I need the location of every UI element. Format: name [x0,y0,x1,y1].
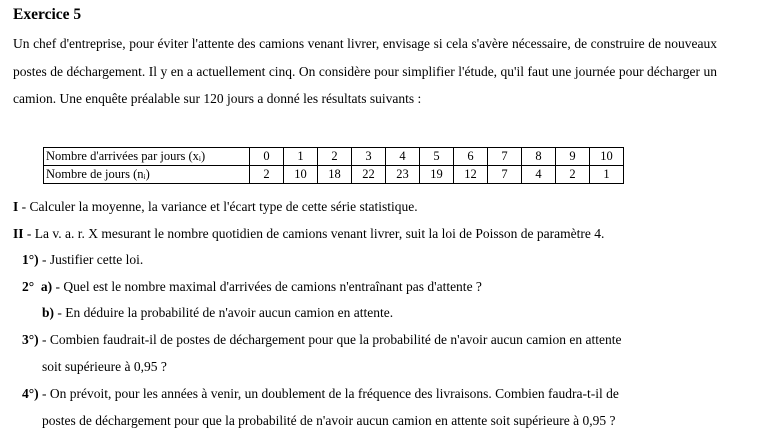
n-value-cell: 22 [352,166,386,184]
subquestion-label: 4°) [22,386,39,401]
subquestion-4 [22,385,619,403]
row-header-arrivals: Nombre d'arrivées par jours (xᵢ) [44,148,250,166]
exercise-title: Exercice 5 [13,6,82,23]
x-value-cell: 8 [522,148,556,166]
question-text: - Calculer la moyenne, la variance et l'écart type de cette série statistique. [18,199,418,214]
subquestion-text: - En déduire la probabilité de n'avoir aucun camion en attente. [54,305,394,320]
subquestion-label: 2° a) [22,279,53,294]
subquestion-2b [42,304,393,322]
subquestion-label: 1°) [22,252,39,267]
subquestion-3-continuation: soit supérieure à 0,95 ? [42,359,167,374]
x-value-cell: 7 [488,148,522,166]
n-value-cell: 23 [386,166,420,184]
subquestion-text: - Quel est le nombre maximal d'arrivées de camions n'entraînant pas d'attente ? [52,279,482,294]
table-row-arrivals [44,148,624,166]
table-row-days [44,166,624,184]
question-label: II [13,226,24,241]
n-value-cell: 18 [318,166,352,184]
subquestion-label: 3°) [22,332,39,347]
question-text: - La v. a. r. X mesurant le nombre quotidien de camions venant livrer, suit la loi de Poisson de paramètre 4. [23,226,605,241]
subquestion-label: b) [42,305,55,320]
subquestion-text: - On prévoit, pour les années à venir, un doublement de la fréquence des livraisons. Combien faudra-t-il de [38,386,619,401]
intro-line-2: construire de nouveaux postes de déchargement. Il y en a actuellement cinq. On considère pour simplifier l'étude, [13,36,718,79]
subquestion-3 [22,331,622,349]
subquestion-2a [22,278,482,296]
intro-line-3: qu'il faut une journée pour décharger un camion. Une enquête préalable sur 120 jours a donné les résultats [13,63,717,106]
n-value-cell: 12 [454,166,488,184]
intro-paragraph [13,30,717,113]
subquestion-4-continuation: postes de déchargement pour que la probabilité de n'avoir aucun camion en attente soit supérieure à 0,95 ? [42,413,616,428]
row-header-days: Nombre de jours (nᵢ) [44,166,250,184]
n-value-cell: 4 [522,166,556,184]
n-value-cell: 19 [420,166,454,184]
exercise-document [13,6,717,113]
subquestion-text: - Justifier cette loi. [38,252,144,267]
x-value-cell: 10 [590,148,624,166]
intro-line-4: suivants : [369,91,422,106]
n-value-cell: 2 [556,166,590,184]
x-value-cell: 0 [250,148,284,166]
n-value-cell: 1 [590,166,624,184]
x-value-cell: 9 [556,148,590,166]
x-value-cell: 6 [454,148,488,166]
x-value-cell: 5 [420,148,454,166]
x-value-cell: 4 [386,148,420,166]
x-value-cell: 1 [284,148,318,166]
question-label: I [13,199,19,214]
subquestion-text: - Combien faudrait-il de postes de déchargement pour que la probabilité de n'avoir aucun camion en attente [38,332,622,347]
subquestion-1 [22,251,143,269]
x-value-cell: 3 [352,148,386,166]
x-value-cell: 2 [318,148,352,166]
intro-line-1: Un chef d'entreprise, pour éviter l'attente des camions venant livrer, envisage si cela s'avère nécessaire, de [13,36,588,51]
data-table [43,147,624,184]
question-II [13,225,604,243]
n-value-cell: 7 [488,166,522,184]
n-value-cell: 2 [250,166,284,184]
n-value-cell: 10 [284,166,318,184]
question-I [13,198,418,216]
